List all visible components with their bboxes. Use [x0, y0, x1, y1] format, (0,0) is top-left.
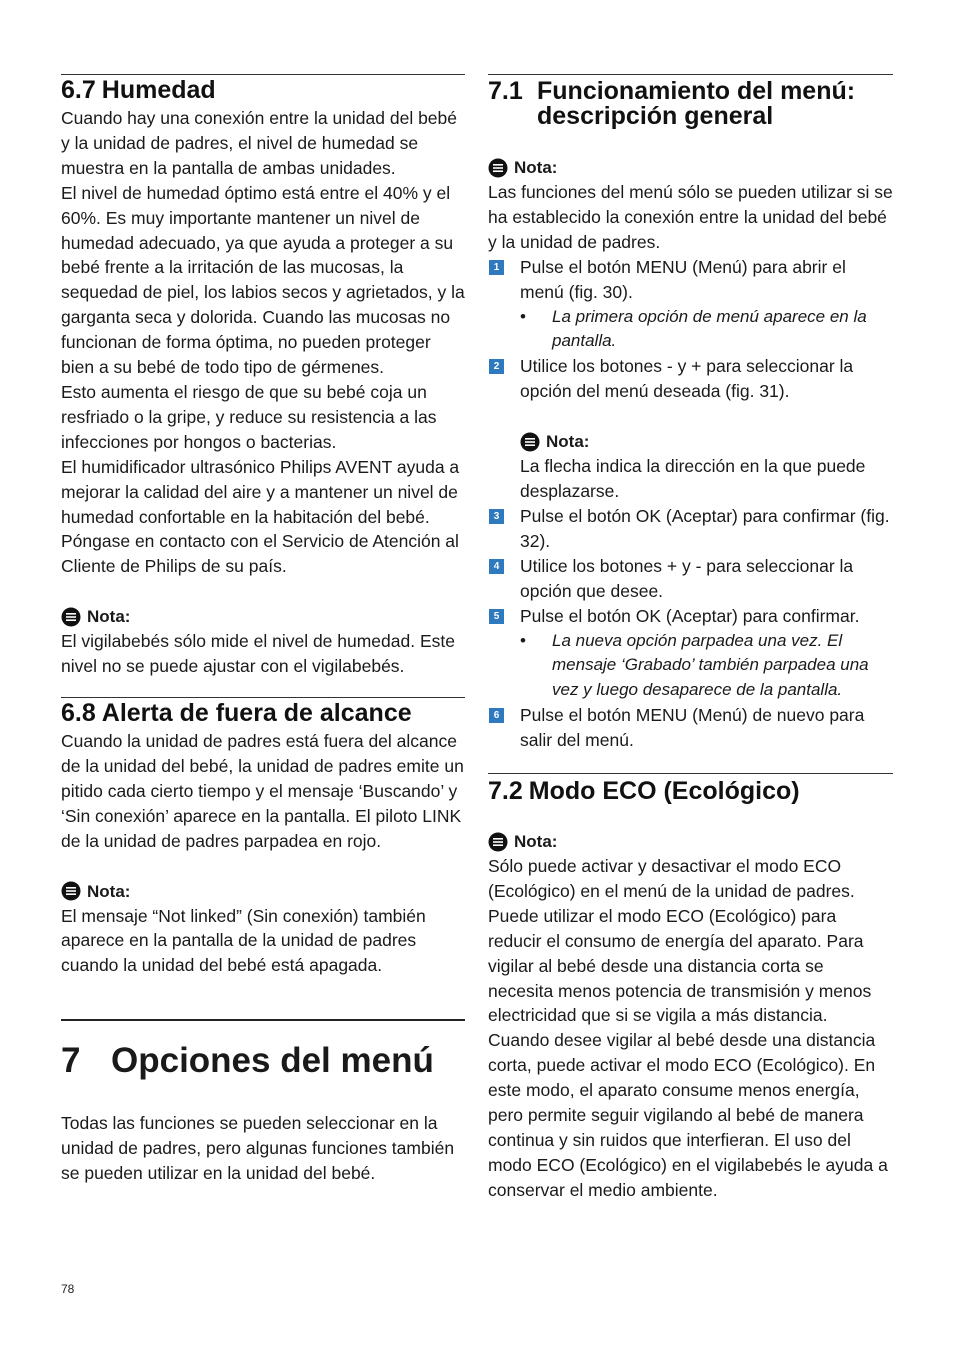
- section-title-6-7: 6.7 Humedad: [61, 74, 465, 104]
- note-icon: [61, 881, 81, 901]
- right-column: [488, 74, 893, 1203]
- note-icon: [488, 158, 508, 178]
- paragraph: Cuando la unidad de padres está fuera del alcance de la unidad del bebé, la unidad de padres emite un pitido cada cierto tiempo y el mensaje ‘Buscando’ y ‘Sin conexión’ aparece en la pantalla. El piloto LINK de la unidad de padres parpadea en rojo.: [61, 731, 464, 851]
- step-5: 5 Pulse el botón OK (Aceptar) para confirmar.: [488, 604, 893, 629]
- step-number-badge: 5: [489, 609, 504, 624]
- step-number-badge: 6: [489, 708, 504, 723]
- bullet-dot-icon: •: [520, 306, 526, 326]
- step-3: 3 Pulse el botón OK (Aceptar) para confirmar (fig. 32).: [488, 504, 893, 554]
- paragraph: Cuando hay una conexión entre la unidad del bebé y la unidad de padres, el nivel de humedad se muestra en la pantalla de ambas unidades.: [61, 108, 458, 178]
- step-number-badge: 2: [489, 359, 504, 374]
- paragraph: Todas las funciones se pueden seleccionar en la unidad de padres, pero algunas funciones también se pueden utilizar en la unidad del bebé.: [61, 1113, 455, 1184]
- step-2: 2 Utilice los botones - y + para seleccionar la opción del menú deseada (fig. 31).: [488, 354, 893, 404]
- note-icon: [61, 607, 81, 627]
- paragraph: Esto aumenta el riesgo de que su bebé coja un resfriado o la gripe, y reduce su resistencia a las infecciones por hongos o bacterias.: [61, 381, 437, 452]
- note-icon: [488, 832, 508, 852]
- note-heading: Nota:: [488, 155, 893, 180]
- bullet-item: • La primera opción de menú aparece en la pantalla.: [488, 305, 893, 355]
- note-heading: Nota:: [61, 879, 465, 904]
- section-title-6-8: 6.8 Alerta de fuera de alcance: [61, 697, 465, 727]
- step-number-badge: 4: [489, 559, 504, 574]
- step-number-badge: 1: [489, 260, 504, 275]
- chapter-title-7: 7 Opciones del menú: [61, 1019, 465, 1089]
- step-6: 6 Pulse el botón MENU (Menú) de nuevo para salir del menú.: [488, 703, 893, 753]
- bullet-dot-icon: •: [520, 630, 526, 650]
- bullet-item: • La nueva opción parpadea una vez. El mensaje ‘Grabado’ también parpadea una vez y luego desaparece de la pantalla.: [488, 629, 893, 704]
- left-column: [61, 74, 465, 1186]
- page-number: 78: [61, 1282, 75, 1296]
- section-title-7-2: 7.2 Modo ECO (Ecológico): [488, 773, 893, 805]
- nested-note: [488, 429, 893, 504]
- step-4: 4 Utilice los botones + y - para seleccionar la opción que desee.: [488, 554, 893, 604]
- note-heading: Nota:: [488, 829, 893, 854]
- note-text: Sólo puede activar y desactivar el modo ECO (Ecológico) en el menú de la unidad de padres.: [488, 856, 855, 901]
- note-text: El vigilabebés sólo mide el nivel de humedad. Este nivel no se puede ajustar con el vigilabebés.: [61, 631, 455, 677]
- section-title-7-1: 7.1 Funcionamiento del menú: descripción general: [488, 74, 893, 129]
- note-text: El mensaje “Not linked” (Sin conexión) también aparece en la pantalla de la unidad de padres cuando la unidad del bebé está apagada.: [61, 905, 426, 976]
- note-text: La flecha indica la dirección en la que puede desplazarse.: [520, 456, 866, 502]
- note-heading: Nota:: [61, 604, 465, 629]
- note-icon: [520, 432, 540, 452]
- note-text: Las funciones del menú sólo se pueden utilizar si se ha establecido la conexión entre la unidad del bebé y la unidad de padres.: [488, 182, 893, 252]
- paragraph: Puede utilizar el modo ECO (Ecológico) para reducir el consumo de energía del aparato. Para vigilar al bebé desde una distancia corta se necesita menos potencia de transmisión y menos electricidad que si se vigila a más distancia. Cuando desee vigilar al bebé desde una distancia corta, puede activar el modo ECO (Ecológico). En este modo, el aparato consume menos energía, pero permite seguir vigilando al bebé de manera continua y sin ruidos que interfieran. El uso del modo ECO (Ecológico) en el vigilabebés le ayuda a conservar el medio ambiente.: [488, 905, 888, 1200]
- paragraph: El nivel de humedad óptimo está entre el 40% y el 60%. Es muy importante mantener un nivel de humedad adecuado, ya que ayuda a proteger a su bebé frente a la irritación de las mucosas, la sequedad de piel, los labios secos y agrietados, y la garganta seca y dolorida. Cuando las mucosas no funcionan de forma óptima, no pueden proteger bien a su bebé de todo tipo de gérmenes.: [61, 182, 465, 378]
- paragraph: El humidificador ultrasónico Philips AVENT ayuda a mejorar la calidad del aire y a mantener un nivel de humedad confortable en la habitación del bebé. Póngase en contacto con el Servicio de Atención al Cliente de Philips de su país.: [61, 456, 460, 577]
- step-number-badge: 3: [489, 509, 504, 524]
- note-heading: Nota:: [520, 429, 893, 454]
- step-1: 1 Pulse el botón MENU (Menú) para abrir el menú (fig. 30).: [488, 255, 893, 305]
